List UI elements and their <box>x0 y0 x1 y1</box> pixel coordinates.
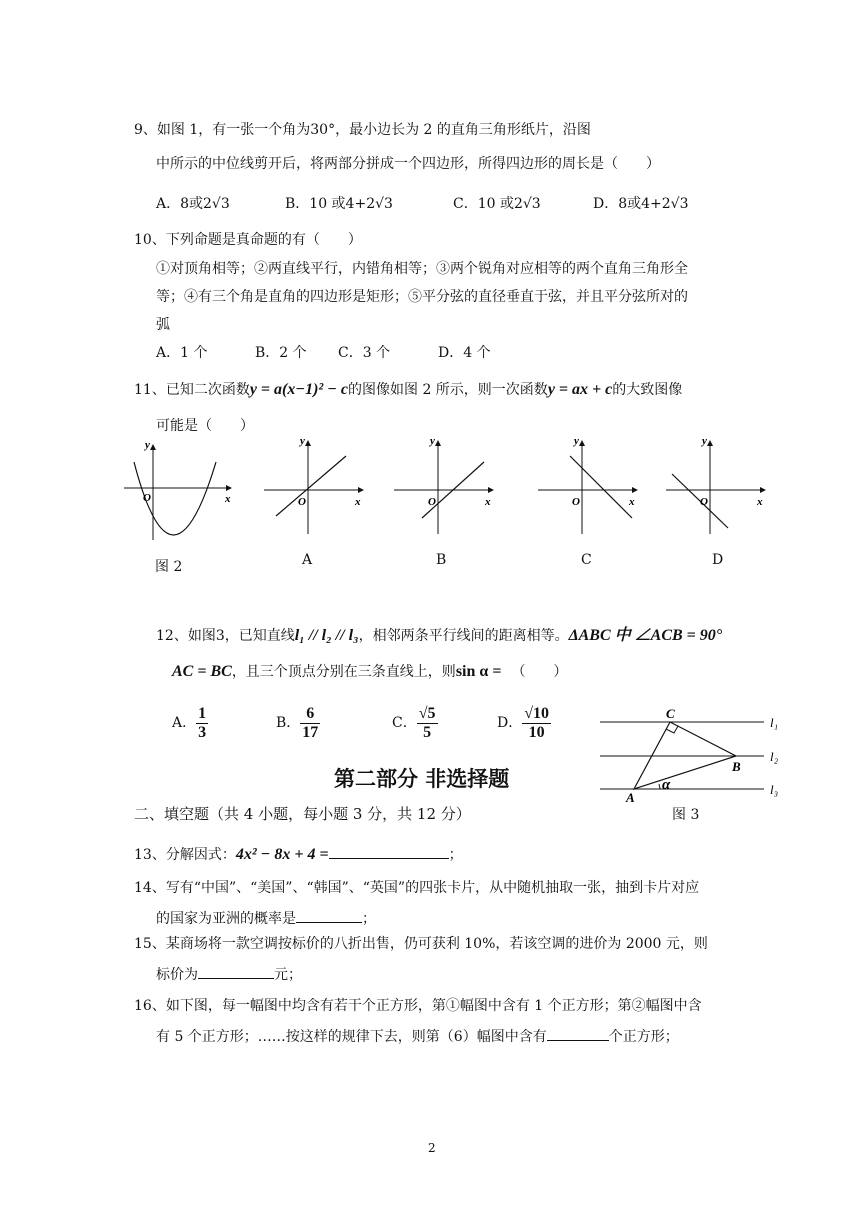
q10-body-3: 弧 <box>156 317 170 333</box>
q12-option-c-den: 5 <box>423 723 432 741</box>
fig3-label-l3: l₃ <box>770 782 779 797</box>
q10-option-b: B．2 个 <box>255 345 307 361</box>
q9-option-b: B．10 或4+2√3 <box>285 196 393 212</box>
q12-option-b-den: 17 <box>302 723 319 741</box>
graph-b <box>392 436 502 536</box>
fig3-label-l2: l₂ <box>770 749 779 764</box>
fill-in-section-header: 二、填空题（共 4 小题，每小题 3 分，共 12 分） <box>134 805 471 823</box>
fig3-label-b: B <box>732 759 741 774</box>
q15-line2-text: 标价为 <box>156 967 198 983</box>
q12-option-a-den: 3 <box>198 723 207 741</box>
q10-option-d: D．4 个 <box>438 345 491 361</box>
graph-c-caption: C <box>581 552 592 568</box>
graph-a-x-label: x <box>355 496 361 508</box>
q15-line1: 15、某商场将一款空调按标价的八折出售，仍可获利 10%，若该空调的进价为 2000 元，则 <box>134 936 708 952</box>
q12-option-d-den: 10 <box>528 723 545 741</box>
fig3-diagram <box>596 705 796 805</box>
q15-line2 <box>156 962 302 985</box>
q16-post: 个正方形； <box>608 1029 679 1045</box>
q12-triangle: ΔABC 中 ∠ACB = 90° <box>568 627 723 644</box>
q15-answer-blank[interactable] <box>198 962 274 979</box>
graph-a <box>262 436 372 536</box>
q12-sin-alpha: sin α = <box>455 663 502 680</box>
q11-line2: 可能是（ ） <box>156 418 254 434</box>
fig2-caption: 图 2 <box>155 559 183 575</box>
graph-b-caption: B <box>436 552 447 568</box>
q11-mid: 的图像如图 2 所示，则一次函数 <box>348 382 548 398</box>
fig3-label-l1: l₁ <box>770 715 779 730</box>
fig3-label-alpha: α <box>662 777 671 793</box>
q9-option-a: A．8或2√3 <box>156 196 230 212</box>
q16-line1: 16、如下图，每一幅图中均含有若干个正方形，第①幅图中含有 1 个正方形；第②幅图中含 <box>134 998 702 1014</box>
fig3-label-a: A <box>626 790 635 805</box>
q14-answer-blank[interactable] <box>296 906 362 923</box>
q11-stem <box>134 380 682 400</box>
q12-option-d-num: √10 <box>524 704 550 722</box>
fig2-x-label: x <box>225 493 231 505</box>
q12-option-c-label: C． <box>392 715 417 731</box>
graph-a-origin-label: O <box>298 496 306 508</box>
q12-option-c <box>392 700 438 746</box>
q12-option-a <box>172 700 208 746</box>
fig2-origin-label: O <box>143 492 151 504</box>
q14-line2-text: 的国家为亚洲的概率是 <box>156 911 296 927</box>
q16-line2-text: 有 5 个正方形；……按这样的规律下去，则第（6）幅图中含有 <box>156 1029 547 1045</box>
q14-line2 <box>156 906 376 929</box>
fig3-label-c: C <box>666 706 675 721</box>
graph-d-caption: D <box>712 552 724 568</box>
fig3-caption: 图 3 <box>672 807 700 823</box>
q12-parallel-lines: l₁ // l₂ // l₃ <box>294 627 359 644</box>
q14-line1: 14、写有“中国”、“美国”、“韩国”、“英国”的四张卡片，从中随机抽取一张，抽到卡片对应 <box>134 880 700 896</box>
fig2-parabola-graph <box>120 440 235 545</box>
q12-option-a-label: A． <box>172 715 197 731</box>
graph-b-x-label: x <box>485 496 491 508</box>
graph-a-caption: A <box>302 552 313 568</box>
q12-ac-bc: AC = BC <box>172 663 232 680</box>
q13-answer-blank[interactable] <box>329 842 449 859</box>
q12-option-d <box>497 700 551 746</box>
q11-quadratic: y = a(x−1)² − c <box>249 381 348 398</box>
q12-option-a-num: 1 <box>198 704 207 722</box>
graph-d-origin-label: O <box>700 496 708 508</box>
q11-pre: 11、已知二次函数 <box>134 382 250 398</box>
q12-paren: （ ） <box>511 664 568 680</box>
q12-stem <box>156 626 722 646</box>
q12-mid: ，相邻两条平行线间的距离相等。 <box>358 628 569 644</box>
q12-option-d-label: D． <box>497 715 523 731</box>
q12-line2 <box>172 662 567 682</box>
q9-option-c: C．10 或2√3 <box>453 196 541 212</box>
graph-c-origin-label: O <box>572 496 580 508</box>
graph-c-y-label: y <box>574 435 579 447</box>
graph-b-origin-label: O <box>428 496 436 508</box>
q13-post: ； <box>448 847 463 863</box>
q16-line2 <box>156 1024 679 1047</box>
q14-post: ； <box>362 911 376 927</box>
q10-body-1: ①对顶角相等；②两直线平行，内错角相等；③两个锐角对应相等的两个直角三角形全 <box>156 261 688 277</box>
q12-option-c-num: √5 <box>418 704 436 722</box>
graph-b-y-label: y <box>430 435 435 447</box>
graph-c-x-label: x <box>629 496 635 508</box>
q13-pre: 13、分解因式： <box>134 847 236 863</box>
q10-option-c: C．3 个 <box>338 345 391 361</box>
q10-body-2: 等；④有三个角是直角的四边形是矩形；⑤平分弦的直径垂直于弦，并且平分弦所对的 <box>156 289 688 305</box>
q16-answer-blank[interactable] <box>547 1024 609 1041</box>
q11-post: 的大致图像 <box>612 382 683 398</box>
graph-a-y-label: y <box>300 435 305 447</box>
q12-option-b <box>276 700 320 746</box>
q13 <box>134 842 463 865</box>
graph-c <box>536 436 646 536</box>
fig2-y-label: y <box>145 439 150 451</box>
q15-post: 元； <box>274 967 302 983</box>
q9-line1: 9、如图 1，有一张一个角为30°，最小边长为 2 的直角三角形纸片，沿图 <box>134 122 591 138</box>
q9-option-d: D．8或4+2√3 <box>593 196 689 212</box>
q11-linear: y = ax + c <box>547 381 613 398</box>
q13-expr: 4x² − 8x + 4 = <box>235 846 329 863</box>
graph-d-y-label: y <box>702 435 707 447</box>
q10-stem: 10、下列命题是真命题的有（ ） <box>134 232 362 248</box>
q9-line2: 中所示的中位线剪开后，将两部分拼成一个四边形，所得四边形的周长是（ ） <box>156 156 660 172</box>
graph-d-x-label: x <box>757 496 763 508</box>
q12-option-b-label: B． <box>276 715 301 731</box>
q12-line2-text: ，且三个顶点分别在三条直线上，则 <box>231 664 456 680</box>
q12-option-b-num: 6 <box>300 705 320 724</box>
q12-pre: 12、如图3，已知直线 <box>156 628 295 644</box>
graph-d <box>664 436 774 536</box>
part2-title: 第二部分 非选择题 <box>334 767 510 791</box>
page-number: 2 <box>428 1141 436 1155</box>
q10-option-a: A．1 个 <box>156 345 208 361</box>
